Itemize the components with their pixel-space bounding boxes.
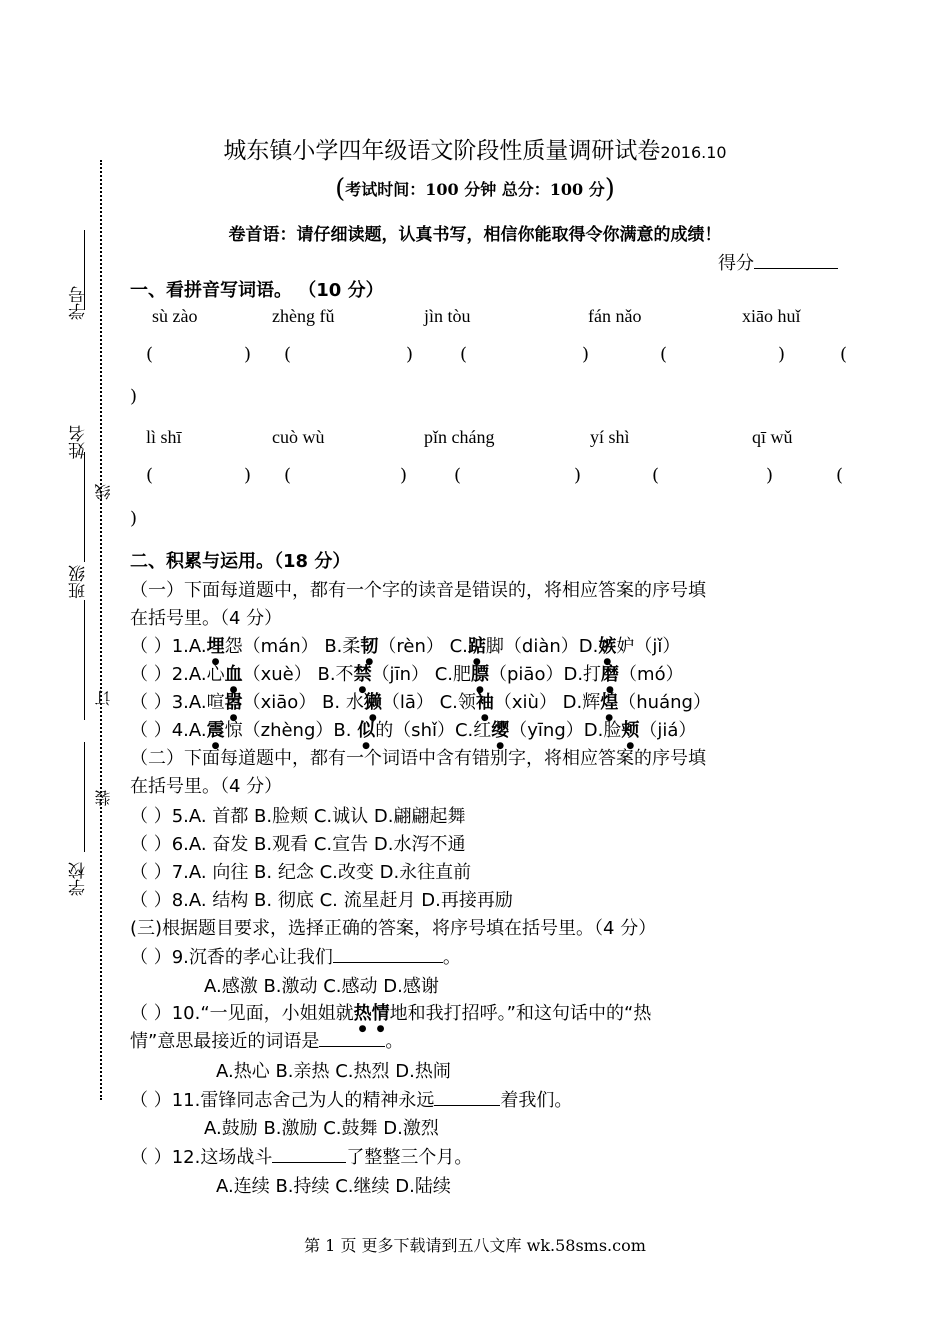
answer-close-4: ): [778, 344, 786, 365]
name-blank: [84, 452, 85, 562]
school-blank: [84, 742, 85, 852]
part3-instruction: (三)根据题目要求，选择正确的答案，将序号填在括号里。（4 分）: [130, 918, 657, 939]
exam-info-open-paren: (: [335, 174, 346, 204]
exam-info: [0, 174, 950, 204]
q4-b-text: 的（shǐ）C.红: [375, 720, 492, 741]
q4-b-char: 似: [357, 720, 376, 741]
binding-dotted-line: [100, 160, 102, 1100]
q1-a-char: 埋: [206, 636, 225, 657]
q1-b-text: （rèn） C.: [378, 636, 468, 657]
title-text: 城东镇小学四年级语文阶段性质量调研试卷: [223, 138, 661, 164]
q2-a-char: 血: [224, 664, 243, 685]
question-7: （ ）7.A. 向往 B. 纪念 C.改变 D.永往直前: [130, 862, 472, 883]
pinyin-8: pǐn cháng: [424, 427, 495, 447]
score-field: [718, 249, 838, 275]
q3-a-char: 嚣: [224, 692, 243, 713]
exam-info-text: 考试时间：100 分钟 总分：100 分: [345, 180, 605, 199]
q4-prefix: （ ）4.A.: [130, 720, 207, 741]
q3-b-char: 獭: [363, 692, 382, 713]
q3-prefix: （ ）3.A.喧: [130, 692, 225, 713]
answer-close-3: ): [582, 344, 590, 365]
q4-c-char: 缨: [491, 720, 510, 741]
q2-b-text: （jīn） C.肥: [371, 664, 471, 685]
pinyin-1: sù zào: [152, 306, 198, 326]
q11-options: A.鼓励 B.激励 C.鼓舞 D.激烈: [204, 1118, 439, 1139]
pinyin-3: jìn tòu: [424, 306, 471, 326]
q10-stem-a: （ ）10.“一见面，小姐姐就: [130, 1003, 354, 1024]
q10-end: 。: [385, 1031, 404, 1052]
answer-close-10: ): [130, 508, 138, 529]
answer-open-8[interactable]: (: [454, 465, 462, 486]
class-blank: [84, 600, 85, 720]
q2-prefix: （ ）2.A.心: [130, 664, 225, 685]
question-8: （ ）8.A. 结构 B. 彻底 C. 流星赶月 D.再接再励: [130, 890, 513, 911]
q2-c-text: （piāo）D.打: [488, 664, 602, 685]
answer-open-9[interactable]: (: [652, 465, 660, 486]
name-label: 姓名: [69, 425, 89, 459]
student-id-label: 学号: [69, 286, 89, 320]
q2-a-text: （xuè） B.不: [242, 664, 354, 685]
pinyin-4: fán nǎo: [588, 306, 642, 326]
q3-a-text: （xiāo） B. 水: [242, 692, 364, 713]
q4-d-char: 颊: [621, 720, 640, 741]
answer-open-3[interactable]: (: [460, 344, 468, 365]
q12-stem: （ ）12.这场战斗: [130, 1147, 273, 1168]
answer-open-2[interactable]: (: [284, 344, 292, 365]
q4-d-text: （jiá）: [639, 720, 697, 741]
q12-end: 了整整三个月。: [346, 1147, 473, 1168]
answer-close-6: ): [244, 465, 252, 486]
answer-open-7[interactable]: (: [284, 465, 292, 486]
section2-heading: 二、积累与运用。（18 分）: [130, 551, 351, 572]
question-10-line2: [130, 1027, 403, 1053]
exam-info-close-paren: ): [604, 174, 615, 204]
q2-d-text: （mó）: [619, 664, 684, 685]
q10-stem-b: 地和我打招呼。”和这句话中的“热: [389, 1003, 652, 1024]
q2-b-char: 禁: [353, 664, 372, 685]
part2-instruction-2: 在括号里。（4 分）: [130, 776, 283, 797]
binding-word-line: 线: [94, 484, 113, 500]
q1-c-char: 踮: [467, 636, 486, 657]
q1-b-char: 韧: [360, 636, 379, 657]
question-5: （ ）5.A. 首都 B.脸颊 C.诚认 D.翩翩起舞: [130, 806, 466, 827]
pinyin-10: qī wǔ: [752, 427, 793, 447]
score-blank[interactable]: [754, 250, 838, 269]
answer-close-2: ): [406, 344, 414, 365]
pinyin-7: cuò wù: [272, 427, 325, 447]
q12-blank[interactable]: [272, 1146, 346, 1163]
answer-close-5: ): [130, 386, 138, 407]
q3-b-text: （lā） C.领: [381, 692, 476, 713]
q3-d-char: 煌: [600, 692, 619, 713]
score-label: 得分: [718, 253, 754, 274]
q1-c-text: 脚（diàn）D.: [485, 636, 599, 657]
q4-c-text: （yīng）D.脸: [509, 720, 622, 741]
class-label: 班级: [69, 565, 89, 599]
q3-d-text: （huáng）: [618, 692, 711, 713]
answer-open-10[interactable]: (: [836, 465, 844, 486]
q12-options: A.连续 B.持续 C.继续 D.陆续: [216, 1176, 451, 1197]
answer-close-9: ): [766, 465, 774, 486]
q3-c-char: 袖: [475, 692, 494, 713]
q2-c-char: 膘: [470, 664, 489, 685]
q11-end: 着我们。: [500, 1090, 573, 1111]
pinyin-5: xiāo huǐ: [742, 306, 801, 326]
q9-options: A.感激 B.激动 C.感动 D.感谢: [204, 976, 439, 997]
answer-close-8: ): [574, 465, 582, 486]
motto: 卷首语：请仔细读题，认真书写，相信你能取得令你满意的成绩！: [228, 225, 722, 245]
part2-instruction-1: （二）下面每道题中，都有一个词语中含有错别字，将相应答案的序号填: [130, 748, 706, 769]
q9-blank[interactable]: [333, 946, 443, 963]
q10-blank[interactable]: [319, 1030, 385, 1047]
q10-stem-c: 情”意思最接近的词语是: [130, 1031, 320, 1052]
section1-heading: 一、看拼音写词语。 （10 分）: [130, 280, 384, 301]
pinyin-2: zhèng fǔ: [272, 306, 335, 326]
answer-close-1: ): [244, 344, 252, 365]
q1-a-text: 怨（mán） B.柔: [224, 636, 361, 657]
q2-d-char: 磨: [601, 664, 620, 685]
q11-blank[interactable]: [434, 1089, 500, 1106]
q9-stem: （ ）9.沉香的孝心让我们: [130, 947, 333, 968]
q1-prefix: （ ）1.A.: [130, 636, 207, 657]
q9-end: 。: [442, 947, 461, 968]
q10-options: A.热心 B.亲热 C.热烈 D.热闹: [216, 1061, 451, 1082]
answer-open-5[interactable]: (: [840, 344, 848, 365]
question-12: [130, 1143, 472, 1169]
page-footer: 第 1 页 更多下载请到五八文库 wk.58sms.com: [304, 1236, 646, 1255]
answer-open-1[interactable]: (: [146, 344, 154, 365]
answer-close-7: ): [400, 465, 408, 486]
q1-d-char: 嫉: [598, 636, 617, 657]
q4-a-text: 惊（zhèng）B.: [224, 720, 358, 741]
binding-word-order: 订: [94, 690, 113, 706]
title-date: 2016.10: [660, 143, 727, 162]
question-9: [130, 943, 461, 969]
q3-c-text: （xiù） D.辉: [493, 692, 601, 713]
q4-a-char: 震: [206, 720, 225, 741]
pinyin-9: yí shì: [590, 427, 630, 447]
part1-instruction-2: 在括号里。（4 分）: [130, 608, 283, 629]
binding-word-bind: 装: [94, 790, 113, 806]
question-11: [130, 1086, 572, 1112]
school-label: 学校: [69, 862, 89, 896]
q11-stem: （ ）11.雷锋同志舍己为人的精神永远: [130, 1090, 435, 1111]
answer-open-4[interactable]: (: [660, 344, 668, 365]
pinyin-6: lì shī: [146, 427, 182, 447]
part1-instruction-1: （一）下面每道题中，都有一个字的读音是错误的，将相应答案的序号填: [130, 580, 706, 601]
question-6: （ ）6.A. 奋发 B.观看 C.宣告 D.水泻不通: [130, 834, 466, 855]
q10-dotted-word: 热情: [353, 1003, 390, 1024]
page-title: [0, 132, 950, 165]
answer-open-6[interactable]: (: [146, 465, 154, 486]
q1-d-text: 妒（jǐ）: [616, 636, 681, 657]
